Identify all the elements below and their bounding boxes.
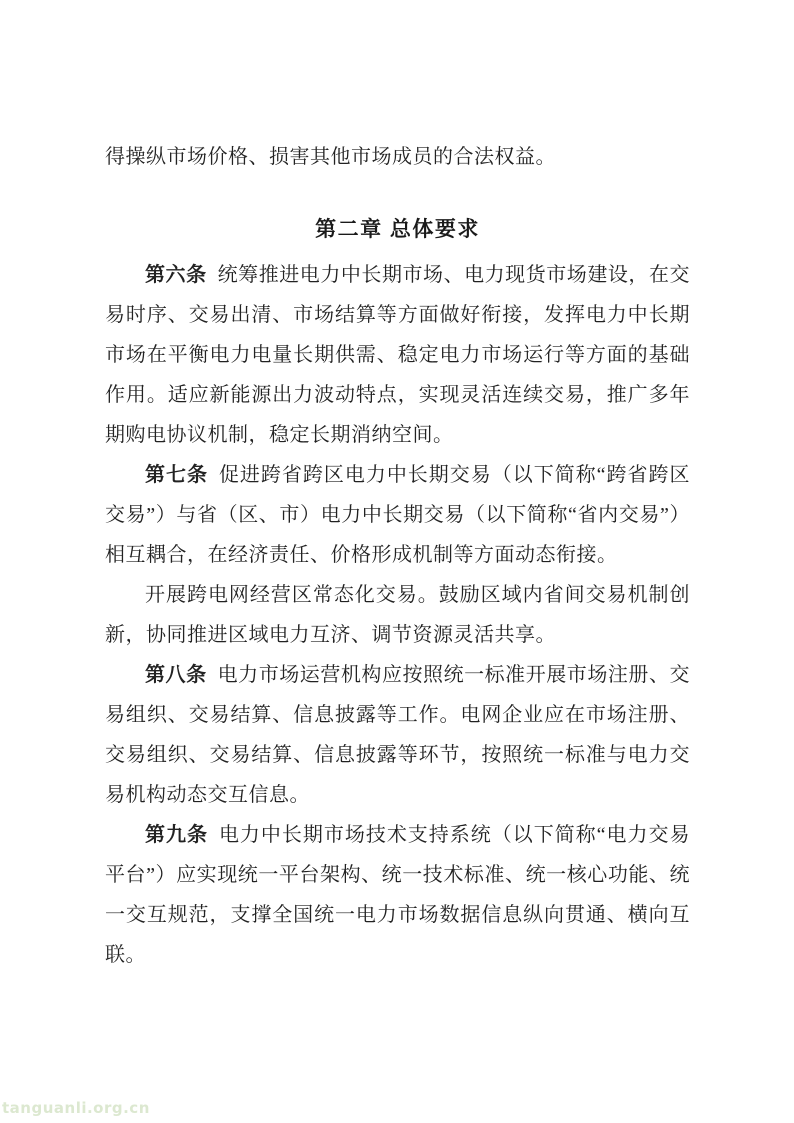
article-paragraph-9 [105, 815, 690, 975]
article-paragraph-7-continued [105, 575, 690, 655]
continuation-paragraph: 得操纵市场价格、损害其他市场成员的合法权益。 [105, 146, 556, 168]
watermark-text: tanguanli.org.cn [2, 1099, 150, 1117]
article-number-label: 第八条 [145, 664, 207, 686]
article-text: 统筹推进电力中长期市场、电力现货市场建设，在交易时序、交易出清、市场结算等方面做好衔接，发挥电力中长期市场在平衡电力电量长期供需、稳定电力市场运行等方面的基础作用。适应新能源出力波动特点，实现灵活连续交易，推广多年期购电协议机制，稳定长期消纳空间。 [105, 264, 691, 446]
article-paragraph-6 [105, 255, 690, 455]
article-number-label: 第六条 [145, 264, 207, 286]
article-text: 电力市场运营机构应按照统一标准开展市场注册、交易组织、交易结算、信息披露等工作。电网企业应在市场注册、交易组织、交易结算、信息披露等环节，按照统一标准与电力交易机构动态交互信息。 [105, 664, 691, 806]
article-paragraph-7 [105, 455, 690, 575]
document-content [105, 137, 690, 975]
article-paragraph-8 [105, 655, 690, 815]
article-number-label: 第七条 [145, 464, 208, 486]
article-text: 电力中长期市场技术支持系统（以下简称“电力交易平台”）应实现统一平台架构、统一技术标准、统一核心功能、统一交互规范，支撑全国统一电力市场数据信息纵向贯通、横向互联。 [105, 824, 690, 966]
article-number-label: 第九条 [145, 824, 208, 846]
article-text: 促进跨省跨区电力中长期交易（以下简称“跨省跨区交易”）与省（区、市）电力中长期交易（以下简称“省内交易”）相互耦合，在经济责任、价格形成机制等方面动态衔接。 [105, 464, 690, 566]
article-text: 开展跨电网经营区常态化交易。鼓励区域内省间交易机制创新，协同推进区域电力互济、调节资源灵活共享。 [105, 584, 690, 646]
chapter-heading: 第二章 总体要求 [315, 218, 480, 241]
